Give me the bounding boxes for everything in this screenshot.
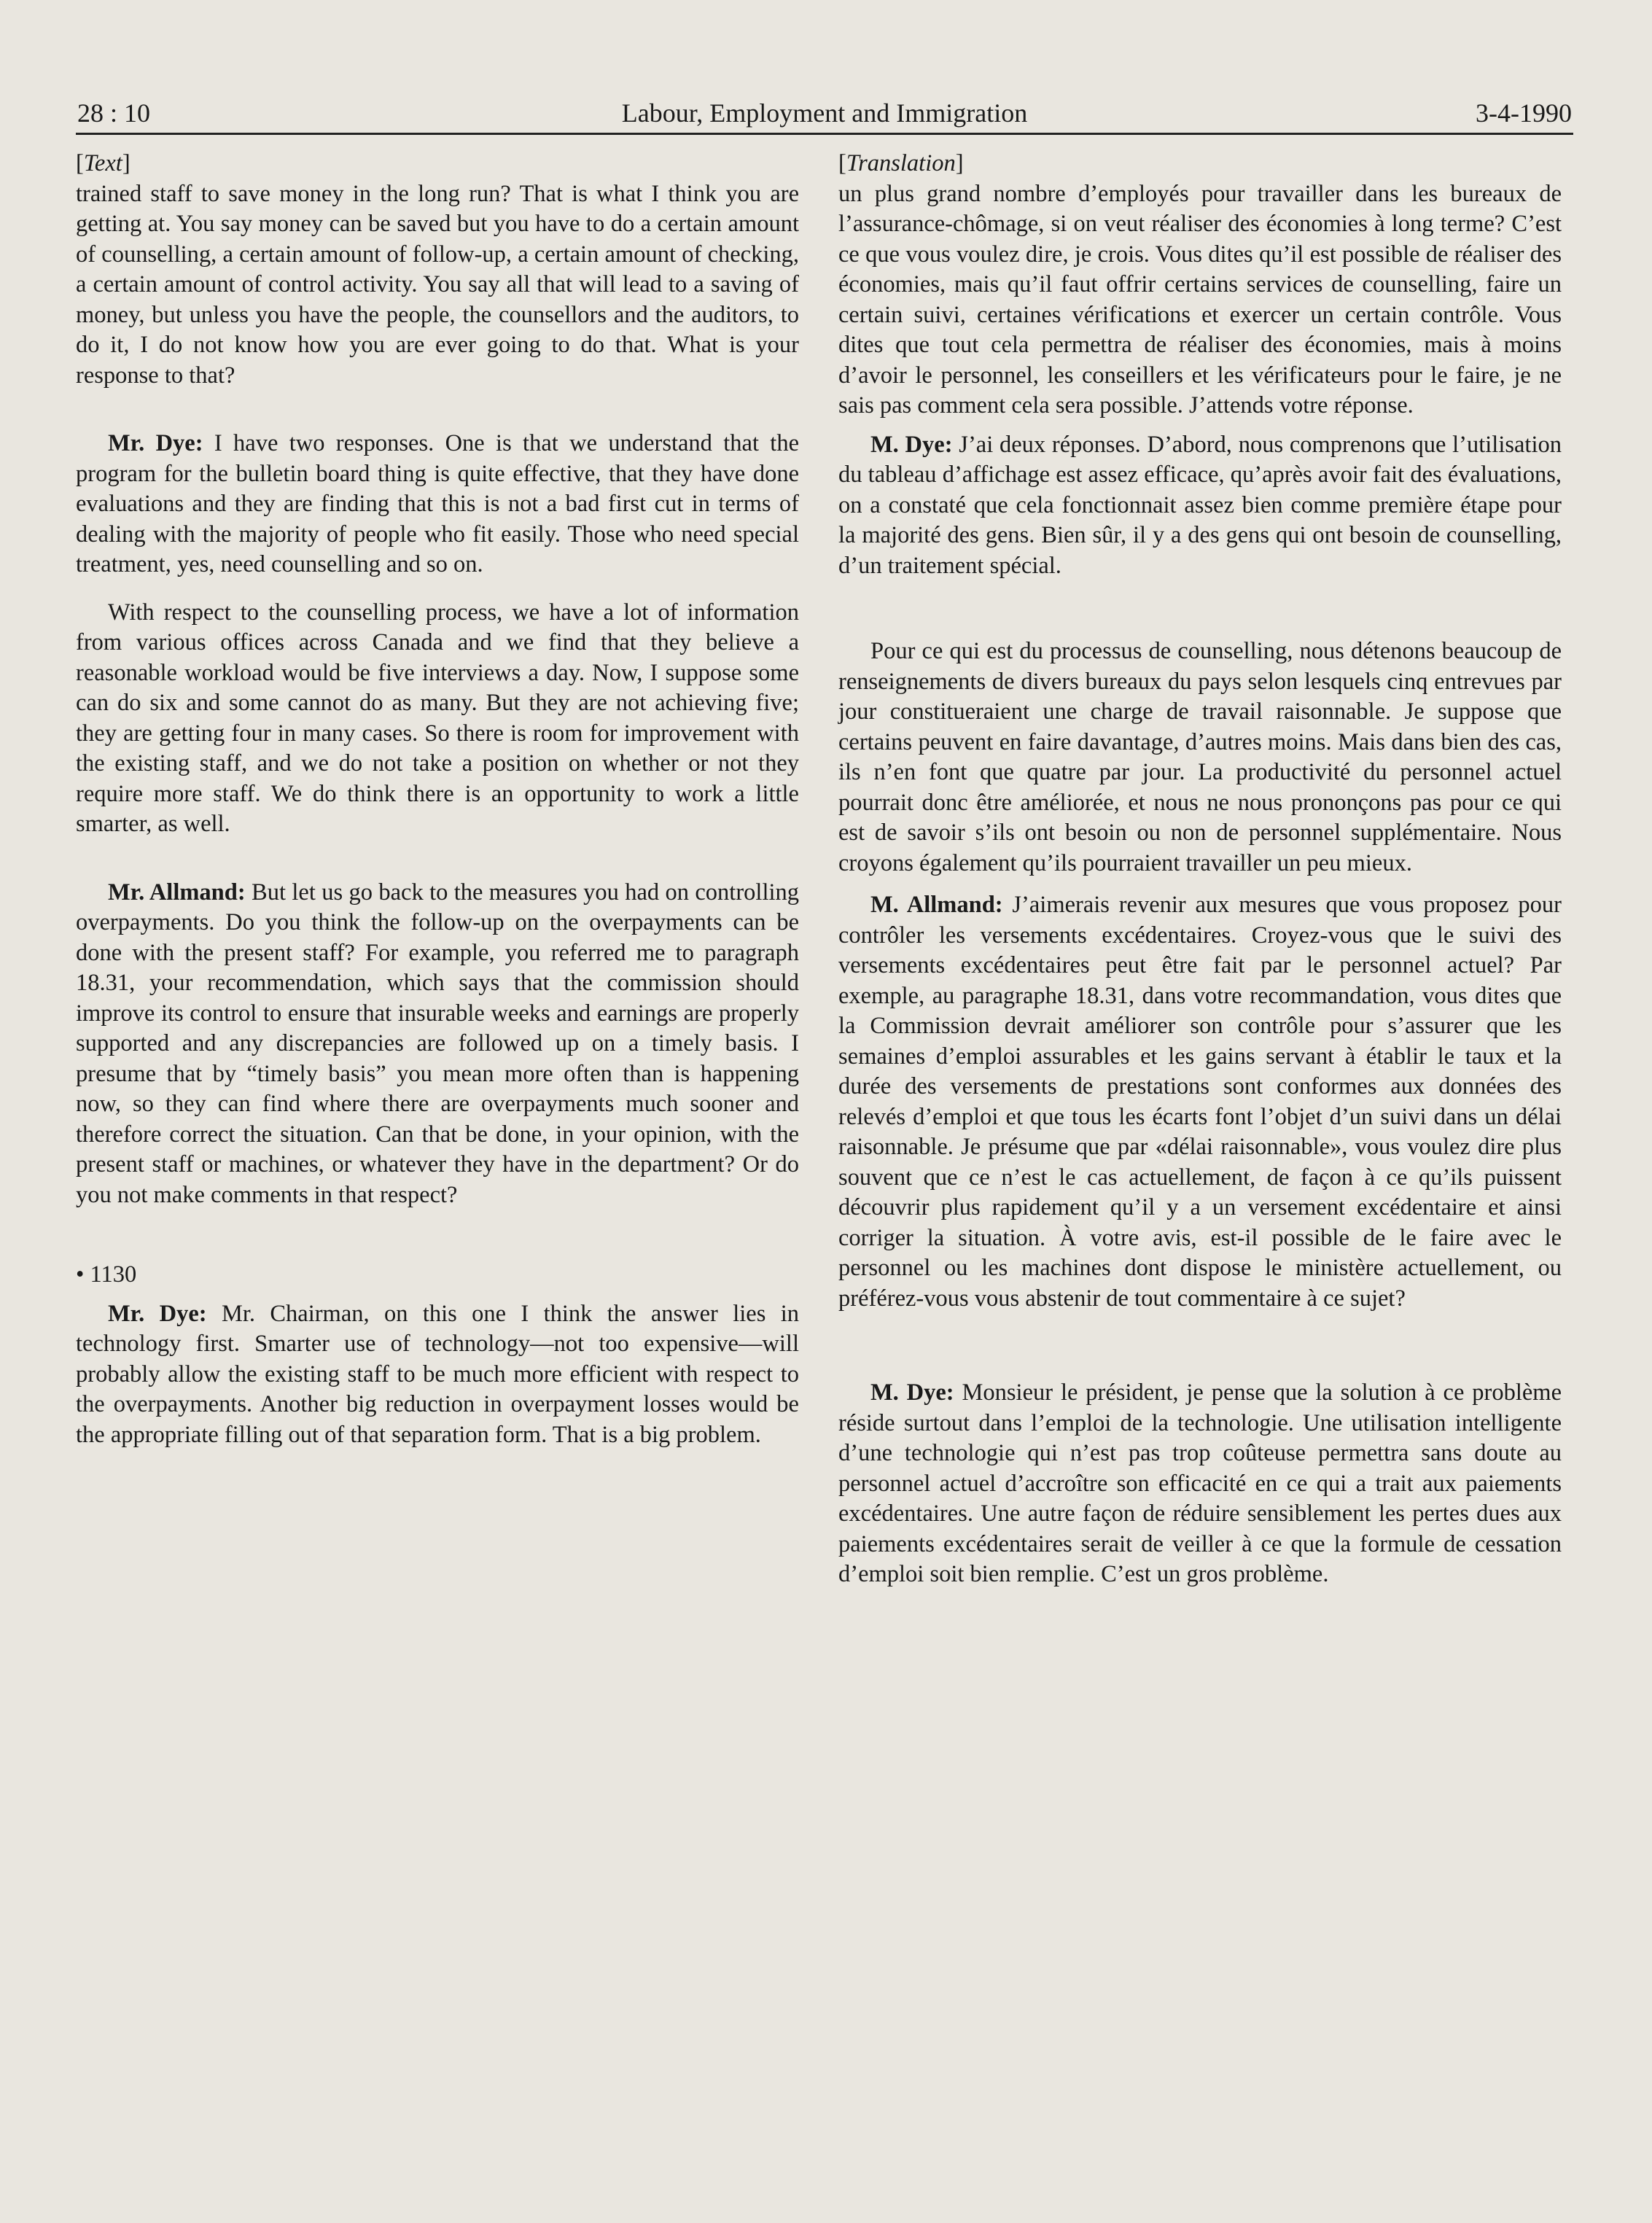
- speaker-name: M. Allmand:: [870, 892, 1003, 918]
- paragraph: [838, 1378, 1562, 1590]
- speaker-name: M. Dye:: [870, 1379, 954, 1406]
- paragraph: [838, 890, 1562, 1314]
- speaker-name: Mr. Allmand:: [108, 879, 246, 906]
- page-number: 28 : 10: [77, 98, 151, 128]
- speaker-name: Mr. Dye:: [108, 430, 203, 456]
- language-tag-label: Text: [83, 150, 122, 176]
- paragraph-text: Mr. Chairman, on this one I think the answer lies in technology first. Smarter use of technology—not too expensive—will probably allow the existing staff to be much more efficient with respect to the overpayments. Another big reduction in overpayment losses would be the appropriate filling out of that separation form. That is a big problem.: [76, 1300, 799, 1448]
- paragraph: un plus grand nombre d’employés pour travailler dans les bureaux de l’assurance-chômage, si on veut réaliser des économies à long terme? C’est ce que vous voulez dire, je crois. Vous dites qu’il est possible de réaliser des économies, mais qu’il faut offrir certains services de counselling, faire un certain suivi, certaines vérifications et exercer un certain contrôle. Vous dites que tout cela permettra de réaliser des économies, mais à moins d’avoir le personnel, les conseillers et les vérificateurs pour le faire, je ne sais pas comment cela sera possible. J’attends votre réponse.: [838, 180, 1562, 418]
- paragraph-text: J’aimerais revenir aux mesures que vous proposez pour contrôler les versements excédentaires. Croyez-vous que le suivi des versements excédentaires peut être fait par le personnel actuel? Par exemple, au paragraphe 18.31, dans votre recommandation, vous dites que la Commission devrait améliorer son contrôle pour s’assurer que les semaines d’emploi assurables et les gains servant à établir le taux et la durée des versements de prestations sont conformes aux données des relevés d’emploi et que tous les écarts font l’objet d’un suivi dans un délai raisonnable. Je présume que par «délai raisonnable», vous voulez dire plus souvent que ce n’est le cas actuellement, de façon à ce qu’ils puissent découvrir plus rapidement qu’il y a un versement excédentaire et ainsi corriger la situation. À votre avis, est-il possible de le faire avec le personnel ou les machines dont dispose le ministère actuellement, ou préférez-vous vous abstenir de tout commentaire à ce sujet?: [838, 892, 1562, 1312]
- language-tag-label: Translation: [846, 150, 956, 176]
- paragraph: With respect to the counselling process, we have a lot of information from various offices across Canada and we find that they believe a reasonable workload would be five interviews a day. Now, I suppose some can do six and some cannot do as many. But they are not achieving five; they are getting four in many cases. So there is room for improvement with the existing staff, and we do not take a position on whether or not they require more staff. We do think there is an opportunity to work a little smarter, as well.: [76, 599, 799, 837]
- language-tag: [Text]: [76, 150, 130, 176]
- language-tag: [Translation]: [838, 150, 964, 176]
- paragraph-text: I have two responses. One is that we understand that the program for the bulletin board thing is quite effective, that they have done evaluations and they are finding that this is not a bad first cut in terms of dealing with the majority of people who fit easily. Those who need special treatment, yes, need counselling and so on.: [76, 430, 800, 577]
- speaker-name: Mr. Dye:: [108, 1300, 207, 1327]
- paragraph: [76, 429, 799, 580]
- running-title: Labour, Employment and Immigration: [621, 98, 1028, 128]
- paragraph-text: Monsieur le président, je pense que la solution à ce problème réside surtout dans l’emploi de la technologie. Une utilisation intelligente d’une technologie qui n’est pas trop coûteuse permettra sans doute au personnel actuel d’accroître son efficacité en ce qui a trait aux paiements excédentaires. Une autre façon de réduire sensiblement les pertes dues aux paiements excédentaires serait de veiller à ce que la formule de cessation d’emploi soit bien remplie. C’est un gros problème.: [838, 1379, 1562, 1587]
- header-date: 3-4-1990: [1476, 98, 1572, 128]
- speaker-name: M. Dye:: [870, 431, 953, 458]
- paragraph: trained staff to save money in the long run? That is what I think you are getting at. You say money can be saved but you have to do a certain amount of counselling, a certain amount of follow-up, a certain amount of checking, a certain amount of control activity. You say all that will lead to a saving of money, but unless you have the people, the counsellors and the auditors, to do it, I do not know how you are ever going to do that. What is your response to that?: [76, 180, 799, 389]
- time-marker: • 1130: [76, 1261, 137, 1288]
- paragraph: Pour ce qui est du processus de counselling, nous détenons beaucoup de renseignements de divers bureaux du pays selon lesquels cinq entrevues par jour constitueraient une charge de travail raisonnable. Je suppose que certains peuvent en faire davantage, d’autres moins. Mais dans bien des cas, ils n’en font que quatre par jour. La productivité du personnel actuel pourrait donc être améliorée, et nous ne nous prononçons pas pour ce qui est de savoir s’ils ont besoin ou non de personnel supplémentaire. Nous croyons également qu’ils pourraient travailler un peu mieux.: [838, 638, 1562, 876]
- paragraph: [838, 430, 1562, 582]
- paragraph: [76, 1299, 799, 1451]
- page-header: [76, 93, 1573, 135]
- paragraph-text: J’ai deux réponses. D’abord, nous comprenons que l’utilisation du tableau d’affichage est assez efficace, qu’après avoir fait des évaluations, on a constaté que cela fonctionnait assez bien comme première étape pour la majorité des gens. Bien sûr, il y a des gens qui ont besoin de counselling, d’un traitement spécial.: [838, 431, 1562, 579]
- paragraph: [76, 878, 799, 1211]
- paragraph-text: But let us go back to the measures you had on controlling overpayments. Do you think the follow-up on the overpayments can be done with the present staff? For example, you referred me to paragraph 18.31, your recommendation, which says that the commission should improve its control to ensure that insurable weeks and earnings are properly supported and any discrepancies are followed up on a timely basis. I presume that by “timely basis” you mean more often than is happening now, so they can find where there are overpayments much sooner and therefore correct the situation. Can that be done, in your opinion, with the present staff or machines, or whatever they have in the department? Or do you not make comments in that respect?: [76, 879, 800, 1208]
- french-column: [838, 149, 1562, 1590]
- english-column: [76, 149, 799, 1450]
